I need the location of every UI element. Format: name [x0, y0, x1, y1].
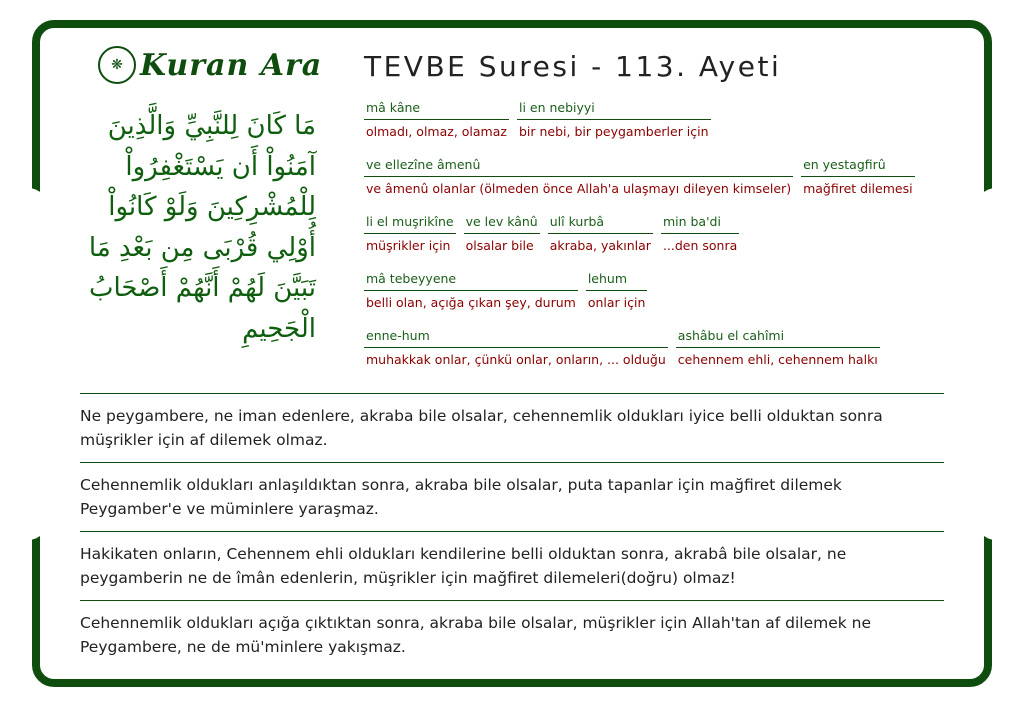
word-meaning: akraba, yakınlar [549, 238, 651, 253]
word-meaning: mağfiret dilemesi [803, 181, 913, 196]
word-by-word [364, 100, 944, 385]
site-logo[interactable] [98, 46, 322, 84]
word-item [548, 214, 653, 271]
arabic-verse: مَا كَانَ لِلنَّبِيِّ وَالَّذِينَ آمَنُواْ أَن يَسْتَغْفِرُواْ لِلْمُشْرِكِينَ وَلَوْ كَانُواْ أُوْلِي قُرْبَى مِن بَعْدِ مَا تَبَيَّنَ لَهُمْ أَنَّهُمْ أَصْحَابُ الْجَحِيمِ [88, 111, 316, 344]
word-meaning: cehennem ehli, cehennem halkı [677, 352, 878, 367]
word-item [586, 271, 648, 328]
translation-item: Ne peygambere, ne iman edenlere, akraba bile olsalar, cehennemlik oldukları iyice belli olduktan sonra müşrikler için af dilemek olmaz. [80, 393, 944, 462]
translations-list [80, 393, 944, 669]
quran-seal-icon: ❋ [98, 46, 136, 84]
word-transliteration: li el muşrikîne [364, 214, 456, 234]
word-transliteration: mâ kâne [364, 100, 509, 120]
word-row [364, 328, 944, 385]
word-transliteration: ulî kurbâ [548, 214, 653, 234]
word-item [464, 214, 540, 271]
word-row [364, 100, 944, 157]
word-transliteration: min ba'di [661, 214, 739, 234]
word-meaning: onlar için [587, 295, 646, 310]
translation-item: Cehennemlik oldukları açığa çıktıktan sonra, akraba bile olsalar, müşrikler için Allah'tan af dilemek ne Peygambere, ne de mü'minlere yakışmaz. [80, 600, 944, 669]
word-meaning: bir nebi, bir peygamberler için [518, 124, 709, 139]
word-transliteration: ashâbu el cahîmi [676, 328, 880, 348]
word-transliteration: mâ tebeyyene [364, 271, 578, 291]
word-transliteration: li en nebiyyi [517, 100, 711, 120]
word-item [801, 157, 915, 214]
word-item [364, 328, 668, 385]
word-transliteration: en yestagfirû [801, 157, 915, 177]
word-meaning: ...den sonra [662, 238, 738, 253]
word-item [676, 328, 880, 385]
word-meaning: ve âmenû olanlar (ölmeden önce Allah'a ulaşmayı dileyen kimseler) [366, 181, 792, 196]
frame-gap-right [976, 188, 996, 540]
word-meaning: müşrikler için [366, 238, 451, 253]
word-item [364, 157, 793, 214]
word-meaning: olmadı, olmaz, olamaz [366, 124, 507, 139]
word-meaning: belli olan, açığa çıkan şey, durum [366, 295, 576, 310]
word-row [364, 214, 944, 271]
page-title: TEVBE Suresi - 113. Ayeti [364, 50, 782, 83]
frame-gap-left [28, 188, 48, 540]
word-item [364, 100, 509, 157]
word-transliteration: ve lev kânû [464, 214, 540, 234]
word-item [364, 271, 578, 328]
word-row [364, 157, 944, 214]
word-meaning: olsalar bile [465, 238, 534, 253]
translation-item: Cehennemlik oldukları anlaşıldıktan sonra, akraba bile olsalar, puta tapanlar için mağfiret dilemek Peygamber'e ve müminlere yaraşmaz. [80, 462, 944, 531]
logo-text: Kuran Ara [140, 47, 323, 83]
word-item [364, 214, 456, 271]
translation-item: Hakikaten onların, Cehennem ehli oldukları kendilerine belli olduktan sonra, akrabâ bile olsalar, ne peygamberin ne de îmân edenlerin, müşrikler için mağfiret dilemeleri(doğru) olmaz! [80, 531, 944, 600]
word-transliteration: enne-hum [364, 328, 668, 348]
word-transliteration: ve ellezîne âmenû [364, 157, 793, 177]
word-item [661, 214, 739, 271]
word-row [364, 271, 944, 328]
word-meaning: muhakkak onlar, çünkü onlar, onların, ... olduğu [366, 352, 666, 367]
word-item [517, 100, 711, 157]
word-transliteration: lehum [586, 271, 648, 291]
